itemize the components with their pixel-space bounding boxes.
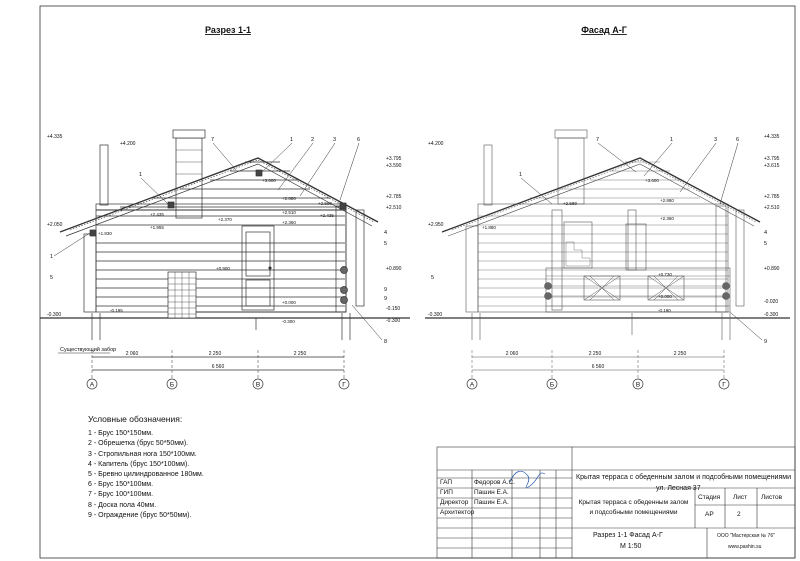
callout: 2: [311, 137, 315, 143]
mark: +0.900: [216, 266, 230, 271]
facade-level-marks-left: [428, 141, 444, 318]
section-title: Разрез 1-1: [205, 25, 251, 35]
level-mark: -0.300: [386, 318, 401, 324]
level-mark: +4.335: [47, 134, 63, 140]
section-axes: [87, 379, 349, 389]
callout: 4: [764, 230, 768, 236]
header-sheet: Лист: [733, 494, 748, 501]
mark: +2.435: [150, 212, 164, 217]
level-mark: -0.020: [764, 299, 779, 305]
legend-item: 5 - Бревно цилиндрованное 180мм.: [88, 471, 204, 479]
dimension: 2 250: [293, 351, 307, 357]
dimension-total: 6 560: [211, 364, 225, 370]
role-architect: Архитектор: [440, 509, 475, 516]
callout: 5: [384, 241, 388, 247]
level-mark: +4.200: [120, 141, 136, 147]
project-address: ул. Лесная 37: [656, 485, 701, 492]
callout: 6: [736, 137, 740, 143]
legend-item: 9 - Ограждение (брус 50*50мм).: [88, 511, 192, 519]
company-name: ООО "Мастерская № 76": [717, 533, 775, 539]
level-mark: +2.050: [47, 222, 63, 228]
level-mark: +0.890: [764, 266, 780, 272]
dimension: 2 060: [505, 351, 519, 357]
section-callouts: [50, 137, 387, 345]
level-mark: +2.785: [764, 194, 780, 200]
callout: 9: [764, 339, 768, 345]
axis-label: Б: [549, 381, 555, 389]
project-title: Крытая терраса с обеденным залом и подсобными помещениями: [576, 474, 791, 481]
role-gip: ГИП: [440, 489, 453, 496]
callout: 4: [384, 230, 388, 236]
axis-label: А: [469, 381, 475, 389]
axis-label: Г: [342, 381, 346, 389]
facade-title: Фасад А-Г: [581, 25, 627, 35]
legend-item: 4 - Капитель (брус 150*100мм).: [88, 460, 190, 468]
callout: 3: [714, 137, 718, 143]
facade-axes: [467, 379, 729, 389]
dimension-total: 6 560: [591, 364, 605, 370]
drawing-scale: М 1:50: [620, 543, 642, 550]
mark: +2.510: [282, 210, 296, 215]
legend-item: 2 - Обрешетка (брус 50*50мм).: [88, 440, 189, 448]
callout: 7: [211, 137, 215, 143]
mark: +2.370: [218, 217, 232, 222]
company-site: www.pashin.su: [728, 544, 762, 550]
dimension: 2 250: [673, 351, 687, 357]
section-level-marks-right: [386, 156, 402, 324]
callout: 1: [290, 137, 294, 143]
axis-label: А: [89, 381, 95, 389]
legend-item: 8 - Доска пола 40мм.: [88, 501, 157, 509]
level-mark: +3.615: [764, 163, 780, 169]
mark: -0.300: [282, 319, 295, 324]
facade-dimensions: [506, 351, 687, 370]
mark: +2.880: [282, 196, 296, 201]
level-mark: -0.300: [428, 312, 443, 318]
role-director: Директор: [440, 499, 469, 506]
level-mark: -0.150: [386, 306, 401, 312]
object-name: Крытая терраса с обеденным залом и подсобными помещениями: [578, 499, 689, 516]
axis-label: В: [255, 381, 261, 389]
mark: +2.360: [660, 216, 674, 221]
dimension: 2 250: [208, 351, 222, 357]
facade-level-marks-right: [764, 134, 780, 318]
level-mark: -0.300: [47, 312, 62, 318]
axis-label: В: [635, 381, 641, 389]
callout: 7: [596, 137, 600, 143]
mark: -0.190: [658, 308, 671, 313]
callout: 6: [357, 137, 361, 143]
mark: +2.590: [318, 201, 332, 206]
level-mark: +2.510: [386, 205, 402, 211]
level-mark: +4.335: [764, 134, 780, 140]
callout: 5: [50, 275, 54, 281]
legend-item: 7 - Брус 100*100мм.: [88, 491, 154, 499]
mark: +3.600: [645, 178, 659, 183]
sheet-title: Разрез 1-1 Фасад А-Г: [593, 532, 663, 539]
legend-item: 6 - Брус 150*100мм.: [88, 481, 154, 489]
section-drawing: [40, 130, 410, 380]
value-sheet: 2: [737, 511, 741, 518]
level-mark: +2.510: [764, 205, 780, 211]
dimension: 2 060: [125, 351, 139, 357]
level-mark: +4.200: [428, 141, 444, 147]
callout: 3: [333, 137, 337, 143]
header-sheets: Листов: [761, 494, 783, 501]
dimension: 2 250: [588, 351, 602, 357]
mark: +1.880: [482, 225, 496, 230]
mark: +2.360: [282, 220, 296, 225]
callout: 1: [50, 254, 54, 260]
mark: +1.830: [98, 231, 112, 236]
legend-item: 3 - Стропильная нога 150*100мм.: [88, 450, 197, 458]
legend-item: 1 - Брус 150*150мм.: [88, 430, 154, 438]
mark: +2.589: [563, 201, 577, 206]
axis-label: Г: [722, 381, 726, 389]
header-stage: Стадия: [698, 494, 721, 501]
name-director: Пашин Е.А.: [474, 499, 509, 506]
mark: +0.730: [658, 272, 672, 277]
section-dimensions: [126, 351, 307, 370]
level-mark: +3.590: [386, 163, 402, 169]
name-gip: Пашин Е.А.: [474, 489, 509, 496]
level-mark: +2.950: [428, 222, 444, 228]
mark: +2.880: [660, 198, 674, 203]
mark: +0.000: [282, 300, 296, 305]
callout: 1: [519, 172, 523, 178]
mark: -0.195: [110, 308, 123, 313]
callout: 1: [670, 137, 674, 143]
callout: 1: [139, 172, 143, 178]
section-internal-marks: [98, 178, 334, 324]
mark: +0.000: [658, 294, 672, 299]
facade-internal-marks: [482, 178, 674, 313]
mark: +2.435: [320, 213, 334, 218]
legend: [88, 414, 204, 521]
callout: 9: [384, 287, 388, 293]
facade-callouts: [431, 137, 767, 345]
axis-label: Б: [169, 381, 175, 389]
mark: +1.955: [150, 225, 164, 230]
level-mark: +2.785: [386, 194, 402, 200]
legend-title: Условные обозначения:: [88, 414, 183, 424]
callout: 8: [384, 339, 388, 345]
fence-label: Существующий забор: [60, 347, 117, 353]
name-gap: Федоров А.С.: [474, 479, 515, 486]
mark: +3.600: [262, 178, 276, 183]
role-gap: ГАП: [440, 479, 453, 486]
callout: 5: [431, 275, 435, 281]
facade-drawing: [425, 130, 790, 380]
callout: 9: [384, 296, 388, 302]
value-stage: АР: [705, 511, 714, 518]
level-mark: +3.795: [764, 156, 780, 162]
level-mark: +0.890: [386, 266, 402, 272]
callout: 5: [764, 241, 768, 247]
level-mark: +3.795: [386, 156, 402, 162]
level-mark: -0.300: [764, 312, 779, 318]
